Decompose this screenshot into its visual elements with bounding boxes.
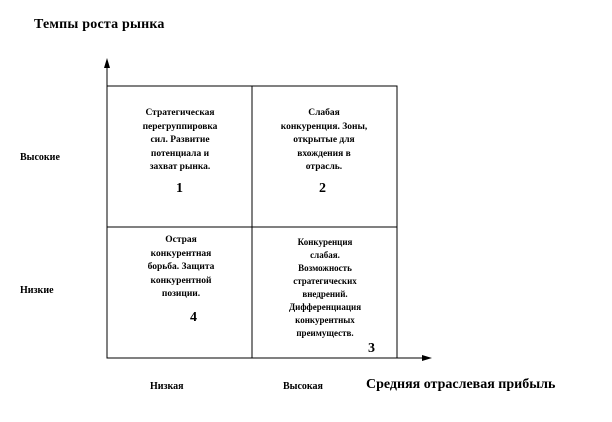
quadrant-2-number: 2 bbox=[319, 181, 326, 196]
y-level-low: Низкие bbox=[20, 285, 54, 296]
y-level-high: Высокие bbox=[20, 152, 60, 163]
x-axis-title: Средняя отраслевая прибыль bbox=[366, 377, 556, 392]
x-axis-arrow bbox=[422, 355, 432, 361]
quadrant-3-text: Конкуренция слабая. Возможность стратегических внедрений. Дифференциация конкурентных преимуществ. bbox=[288, 237, 362, 338]
quadrant-4-text: Острая конкурентная борьба. Защита конкурентной позиции. bbox=[147, 235, 215, 299]
x-level-low: Низкая bbox=[150, 381, 184, 392]
quadrant-4-number: 4 bbox=[190, 310, 197, 325]
quadrant-3-number: 3 bbox=[368, 341, 375, 356]
quadrant-1-text: Стратегическая перегруппировка сил. Развитие потенциала и захват рынка. bbox=[142, 108, 218, 172]
quadrant-1-number: 1 bbox=[176, 181, 183, 196]
quadrant-2-text: Слабая конкуренция. Зоны, открытые для вхождения в отрасль. bbox=[280, 108, 368, 172]
y-axis-title: Темпы роста рынка bbox=[34, 17, 165, 32]
x-level-high: Высокая bbox=[283, 381, 323, 392]
y-axis-arrow bbox=[104, 58, 110, 68]
